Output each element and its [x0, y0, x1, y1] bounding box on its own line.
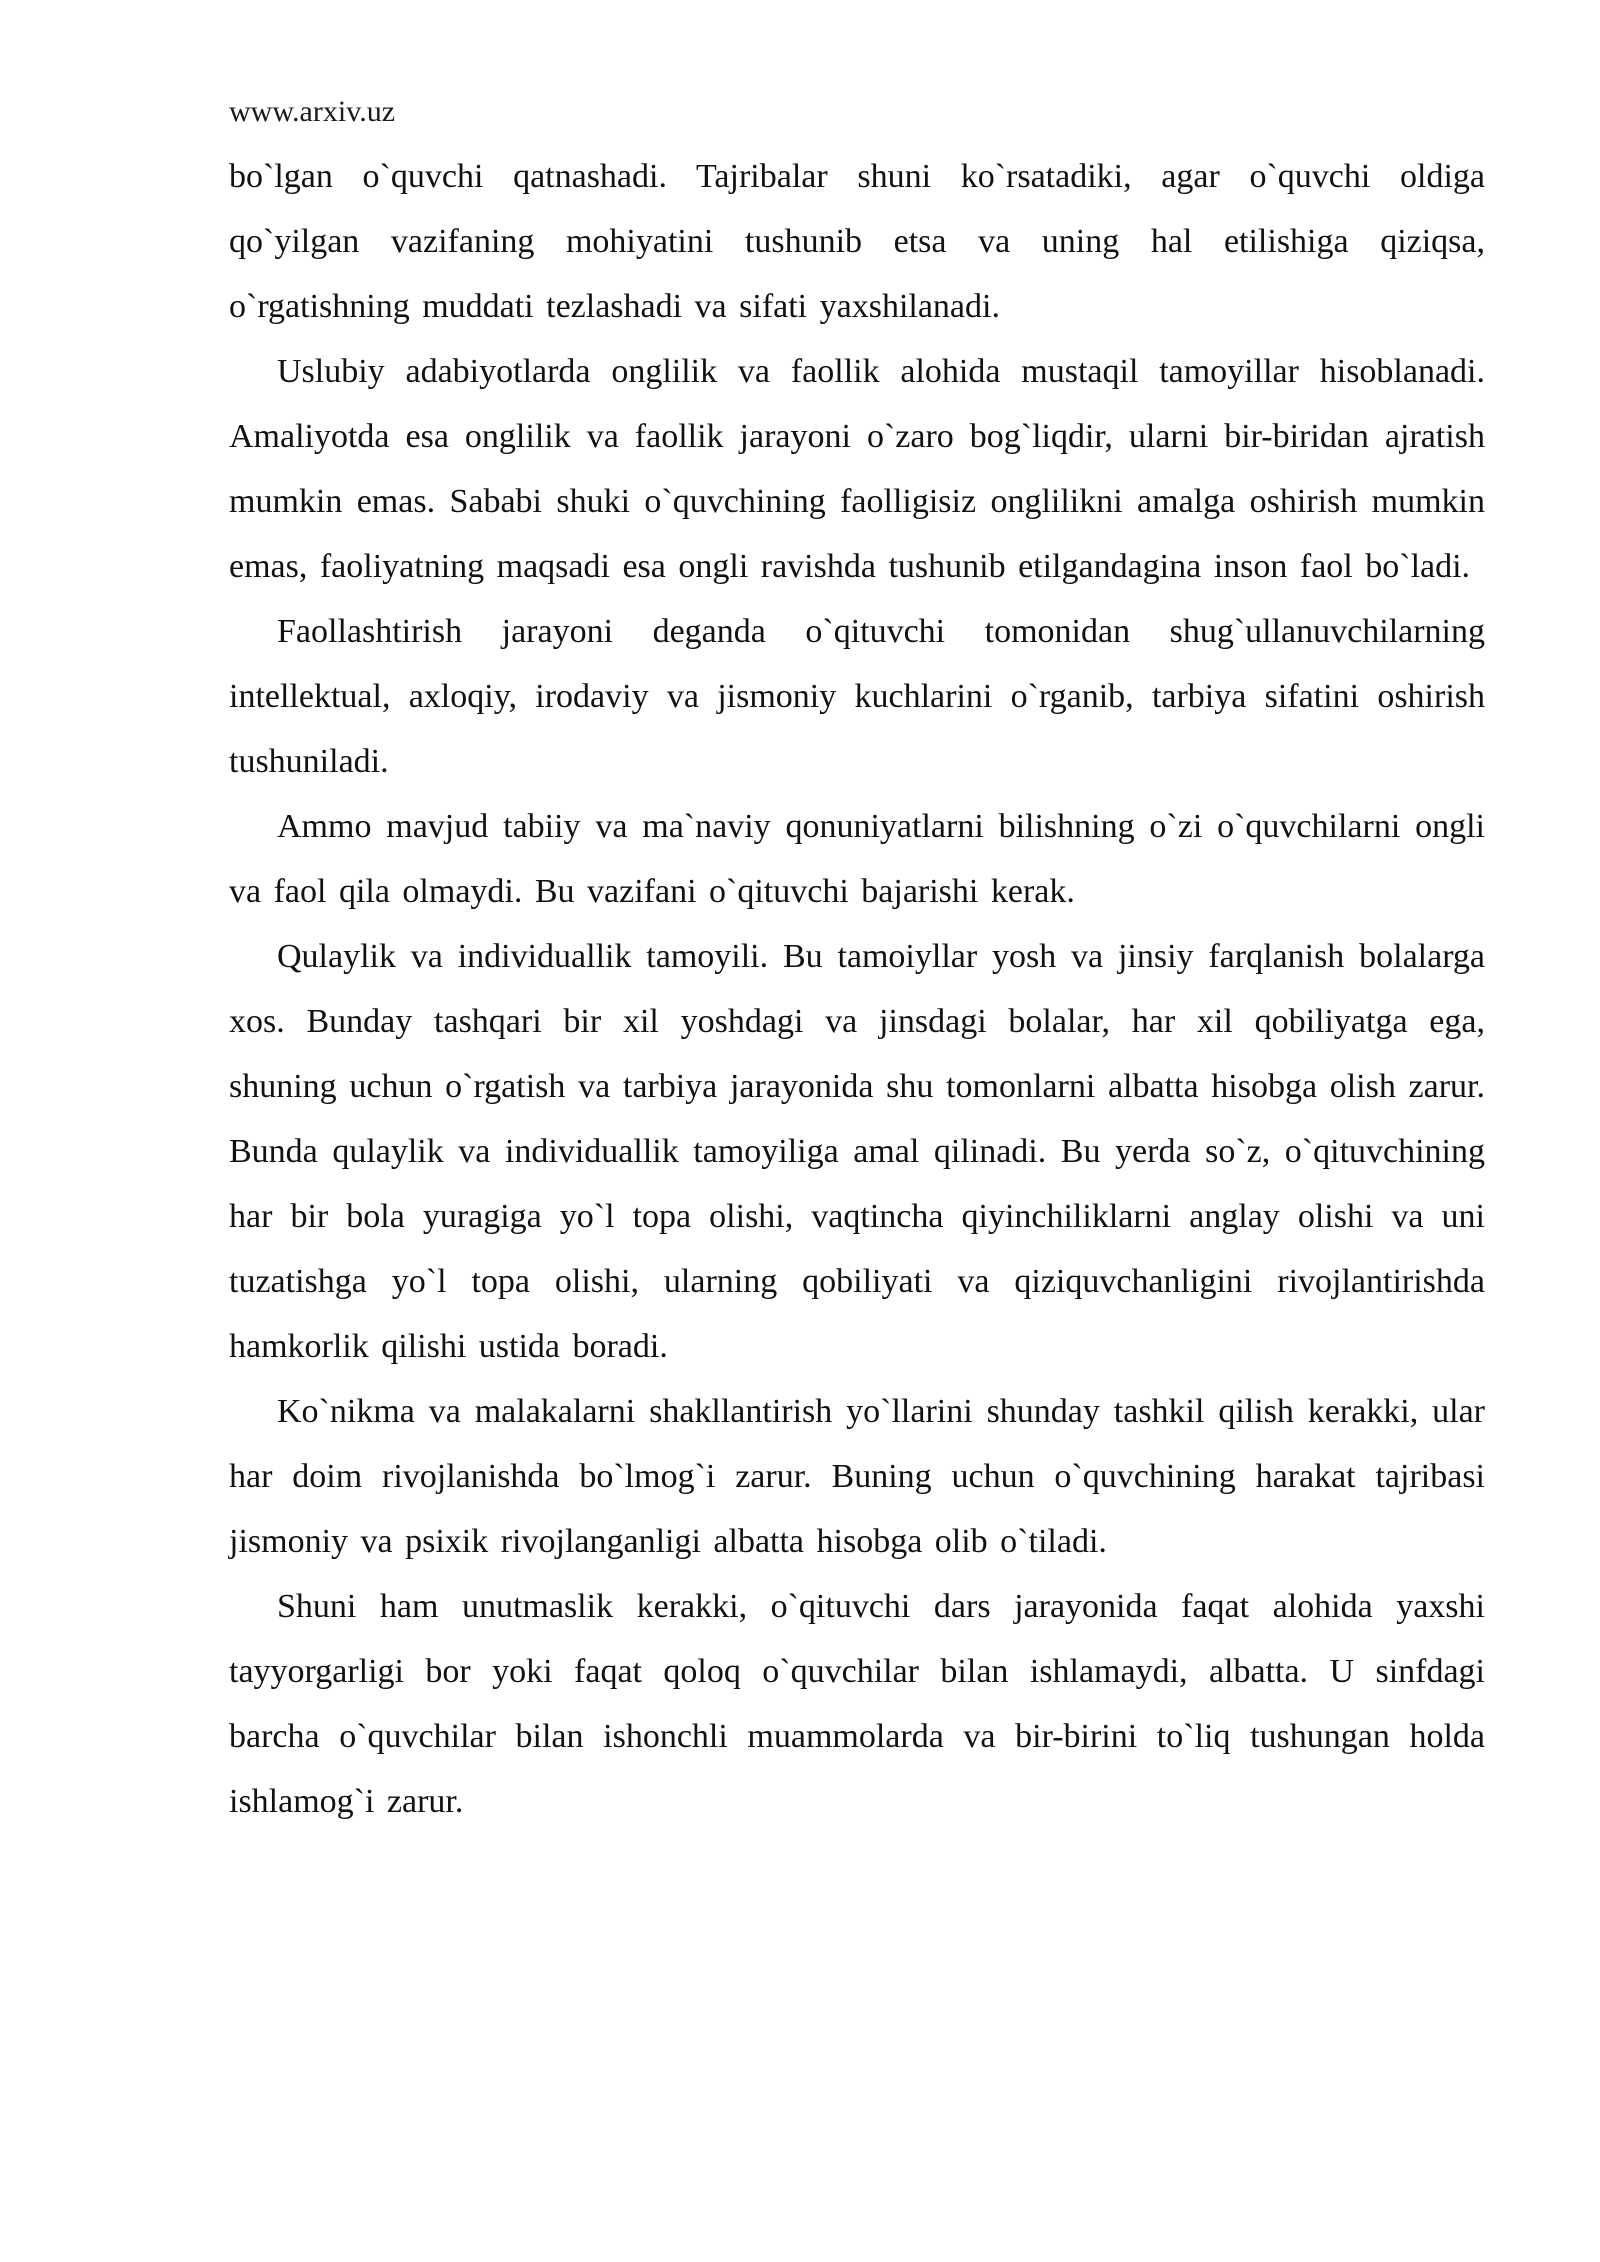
paragraph-faollashtirish: Faollashtirish jarayoni deganda o`qituvchi tomonidan shug`ullanuvchilarning intellektual, axloqiy, irodaviy va jismoniy kuchlarini o`rganib, tarbiya sifatini oshirish tushuniladi. — [229, 613, 1485, 780]
paragraph-qulaylik-individuallik: Qulaylik va individuallik tamoyili. Bu tamoiyllar yosh va jinsiy farqlanish bolalarga xos. Bunday tashqari bir xil yoshdagi va jinsdagi bolalar, har xil qobiliyatga ega, shuning uchun o`rgatish va tarbiya jarayonida shu tomonlarni albatta hisobga olish zarur. Bunda qulaylik va individuallik tamoyiliga amal qilinadi. Bu yerda so`z, o`qituvchining har bir bola yuragiga yo`l topa olishi, vaqtincha qiyinchiliklarni anglay olishi va uni tuzatishga yo`l topa olishi, ularning qobiliyati va qiziquvchanligini rivojlantirishda hamkorlik qilishi ustida boradi. — [229, 938, 1485, 1365]
paragraph-onglilik-faollik: Uslubiy adabiyotlarda onglilik va faollik alohida mustaqil tamoyillar hisoblanadi. Amaliyotda esa onglilik va faollik jarayoni o`zaro bog`liqdir, ularni bir-biridan ajratish mumkin emas. Sababi shuki o`quvchining faolligisiz onglilikni amalga oshirish mumkin emas, faoliyatning maqsadi esa ongli ravishda tushunib etilgandagina inson faol bo`ladi. — [229, 353, 1485, 585]
paragraph-qonuniyatlar: Ammo mavjud tabiiy va ma`naviy qonuniyatlarni bilishning o`zi o`quvchilarni ongli va faol qila olmaydi. Bu vazifani o`qituvchi bajarishi kerak. — [229, 808, 1485, 910]
paragraph-continuation: bo`lgan o`quvchi qatnashadi. Tajribalar shuni ko`rsatadiki, agar o`quvchi oldiga qo`yilgan vazifaning mohiyatini tushunib etsa va uning hal etilishiga qiziqsa, o`rgatishning muddati tezlashadi va sifati yaxshilanadi. — [229, 158, 1485, 325]
paragraph-konikma-malaka: Ko`nikma va malakalarni shakllantirish yo`llarini shunday tashkil qilish kerakki, ular har doim rivojlanishda bo`lmog`i zarur. Buning uchun o`quvchining harakat tajribasi jismoniy va psixik rivojlanganligi albatta hisobga olib o`tiladi. — [229, 1393, 1485, 1560]
document-body — [229, 144, 1485, 1834]
paragraph-sinf-ishlash: Shuni ham unutmaslik kerakki, o`qituvchi dars jarayonida faqat alohida yaxshi tayyorgarligi bor yoki faqat qoloq o`quvchilar bilan ishlamaydi, albatta. U sinfdagi barcha o`quvchilar bilan ishonchli muammolarda va bir-birini to`liq tushungan holda ishlamog`i zarur. — [229, 1588, 1485, 1820]
header-url: www.arxiv.uz — [229, 95, 396, 128]
